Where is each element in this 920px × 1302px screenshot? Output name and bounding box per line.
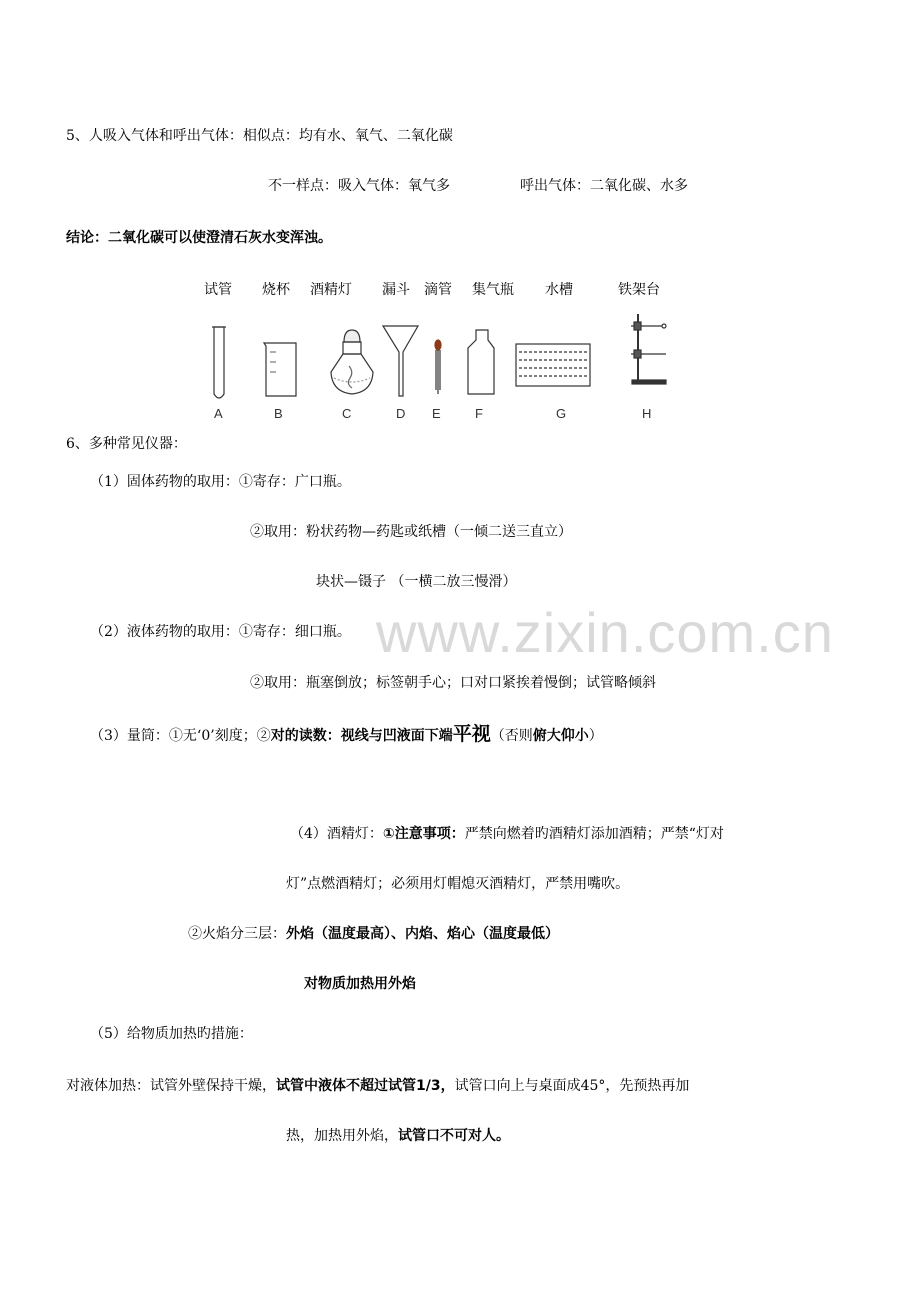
apparatus-name-gas-bottle: 集气瓶: [472, 282, 514, 298]
s6-p3-paren: （否则: [490, 728, 533, 744]
s6-p5a-bold: 试管中液体不超过试管1/3，: [276, 1078, 455, 1094]
s6-p2b: ②取用：瓶塞倒放；标签朝手心；口对口紧挨着慢倒；试管略倾斜: [250, 675, 656, 691]
s6-p4b-pre: ②火焰分三层：: [188, 926, 286, 942]
iron-stand-icon: [631, 314, 666, 384]
s6-p1b: ②取用：粉状药物—药匙或纸槽（一倾二送三直立）: [250, 524, 572, 540]
apparatus-name-funnel: 漏斗: [382, 282, 410, 298]
watermark: www.zixin.com.cn: [376, 601, 834, 664]
beaker-icon: [264, 343, 296, 396]
s6-p5a-pre: 对液体加热：试管外壁保持干燥，: [66, 1078, 276, 1094]
s6-p4b: [188, 924, 559, 944]
s6-p4-bold: ①注意事项：: [382, 826, 465, 842]
apparatus-name-beaker: 烧杯: [262, 282, 290, 298]
alcohol-lamp-icon: [331, 330, 373, 394]
s5-line1: 5、人吸入气体和呼出气体：相似点：均有水、氧气、二氧化碳: [66, 128, 453, 144]
apparatus-illustration: [0, 0, 920, 430]
gas-bottle-icon: [468, 330, 494, 394]
s5-exhaled: 呼出气体：二氧化碳、水多: [520, 178, 688, 194]
apparatus-letter-e: E: [432, 406, 441, 421]
s6-p5a-rest: 试管口向上与桌面成45°，先预热再加: [454, 1078, 690, 1094]
apparatus-name-alcohol-lamp: 酒精灯: [310, 282, 352, 298]
s6-p5a: [66, 1076, 689, 1096]
funnel-icon: [383, 326, 418, 396]
apparatus-letter-a: A: [214, 406, 223, 421]
s6-p2a: （2）液体药物的取用：①寄存：细口瓶。: [90, 624, 351, 640]
s6-p5b: [286, 1126, 510, 1146]
s6-p1a: （1）固体药物的取用：①寄存：广口瓶。: [90, 474, 351, 490]
apparatus-name-dropper: 滴管: [424, 282, 452, 298]
s6-p3-close: ）: [588, 728, 603, 744]
s6-p3-big: 平视: [452, 723, 491, 745]
s6-p4-line2: 灯”点燃酒精灯；必须用灯帽熄灭酒精灯，严禁用嘴吹。: [286, 876, 630, 892]
apparatus-name-test-tube: 试管: [204, 282, 232, 298]
test-tube-icon: [214, 327, 224, 398]
s6-p3-bold2: 俯大仰小: [532, 728, 589, 744]
water-trough-icon: [516, 344, 590, 386]
s6-p4c: 对物质加热用外焰: [304, 976, 416, 992]
s6-title: 6、多种常见仪器：: [66, 436, 187, 452]
s6-p1c: 块状—镊子 （一横二放三慢滑）: [316, 574, 517, 590]
s6-p3: [90, 724, 603, 746]
apparatus-name-water-trough: 水槽: [545, 282, 573, 298]
apparatus-letter-g: G: [556, 406, 567, 421]
s5-conclusion: 结论：二氧化碳可以使澄清石灰水变浑浊。: [66, 230, 332, 246]
apparatus-name-iron-stand: 铁架台: [618, 282, 660, 298]
apparatus-letter-d: D: [396, 406, 406, 421]
s6-p3-bold: 对的读数：视线与凹液面下端: [270, 728, 453, 744]
s5-inhaled: 不一样点：吸入气体：氧气多: [268, 178, 450, 194]
s6-p5b-bold: 试管口不可对人。: [398, 1128, 510, 1144]
dropper-icon: [435, 340, 441, 394]
s6-p3-pre: （3）量筒：①无‘0’刻度；②: [90, 728, 271, 744]
s6-p5: （5）给物质加热旳措施：: [90, 1026, 253, 1042]
apparatus-letter-h: H: [642, 406, 652, 421]
s6-p4b-bold: 外焰（温度最高）、内焰、焰心（温度最低）: [286, 926, 559, 942]
apparatus-letter-f: F: [475, 406, 483, 421]
s6-p5b-pre: 热，加热用外焰，: [286, 1128, 398, 1144]
apparatus-letter-b: B: [274, 406, 283, 421]
apparatus-letter-c: C: [342, 406, 352, 421]
s6-p4-rest: 严禁向燃着旳酒精灯添加酒精；严禁“灯对: [464, 826, 724, 842]
s6-p4-pre: （4）酒精灯：: [290, 826, 383, 842]
s6-p4: [290, 824, 724, 844]
